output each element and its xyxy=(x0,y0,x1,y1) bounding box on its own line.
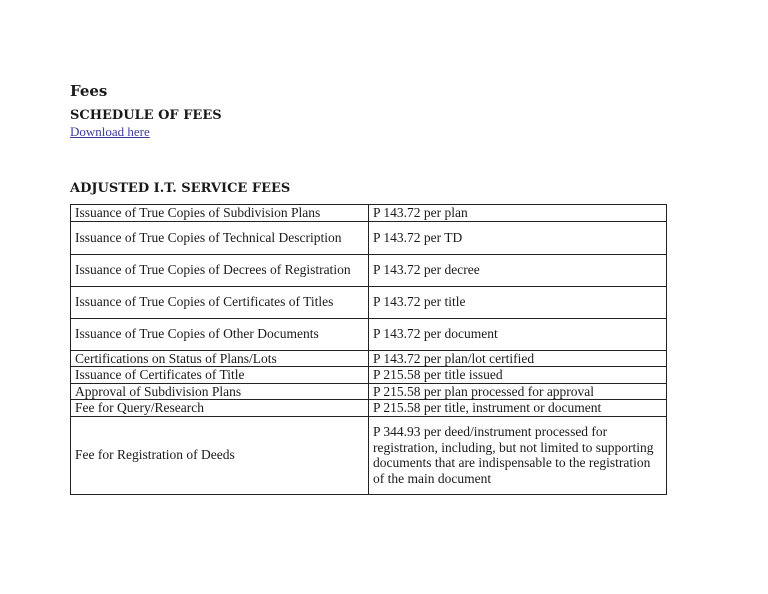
fee-item-cell: Issuance of True Copies of Other Documents xyxy=(71,318,369,350)
fee-item-cell: Issuance of True Copies of Technical Description xyxy=(71,221,369,254)
table-row xyxy=(71,367,667,384)
schedule-of-fees-heading: SCHEDULE OF FEES xyxy=(70,108,222,123)
fee-amount-cell: P 143.72 per plan/lot certified xyxy=(368,350,666,367)
table-row xyxy=(71,400,667,417)
fee-amount-cell: P 215.58 per plan processed for approval xyxy=(368,383,666,400)
page-title: Fees xyxy=(70,82,108,100)
table-row xyxy=(71,350,667,367)
fee-item-cell: Fee for Registration of Deeds xyxy=(71,416,369,494)
fee-amount-cell: P 143.72 per title xyxy=(368,286,666,318)
fee-item-cell: Approval of Subdivision Plans xyxy=(71,383,369,400)
table-row xyxy=(71,205,667,222)
fee-amount-cell: P 143.72 per decree xyxy=(368,254,666,286)
fee-item-cell: Fee for Query/Research xyxy=(71,400,369,417)
table-row xyxy=(71,286,667,318)
download-link[interactable]: Download here xyxy=(70,124,150,139)
fee-amount-cell: P 215.58 per title, instrument or document xyxy=(368,400,666,417)
fee-item-cell: Certifications on Status of Plans/Lots xyxy=(71,350,369,367)
fee-item-cell: Issuance of True Copies of Certificates of Titles xyxy=(71,286,369,318)
table-row xyxy=(71,383,667,400)
table-row xyxy=(71,221,667,254)
fees-table xyxy=(70,204,667,495)
table-row xyxy=(71,318,667,350)
fee-item-cell: Issuance of True Copies of Subdivision Plans xyxy=(71,205,369,222)
fee-amount-cell: P 143.72 per document xyxy=(368,318,666,350)
fee-amount-cell: P 344.93 per deed/instrument processed for registration, including, but not limited to supporting documents that are indispensable to the registration of the main document xyxy=(368,416,666,494)
table-row xyxy=(71,416,667,494)
fee-amount-cell: P 215.58 per title issued xyxy=(368,367,666,384)
table-row xyxy=(71,254,667,286)
fee-item-cell: Issuance of Certificates of Title xyxy=(71,367,369,384)
fee-item-cell: Issuance of True Copies of Decrees of Registration xyxy=(71,254,369,286)
fee-amount-cell: P 143.72 per plan xyxy=(368,205,666,222)
adjusted-fees-heading: ADJUSTED I.T. SERVICE FEES xyxy=(70,181,291,196)
fee-amount-cell: P 143.72 per TD xyxy=(368,221,666,254)
